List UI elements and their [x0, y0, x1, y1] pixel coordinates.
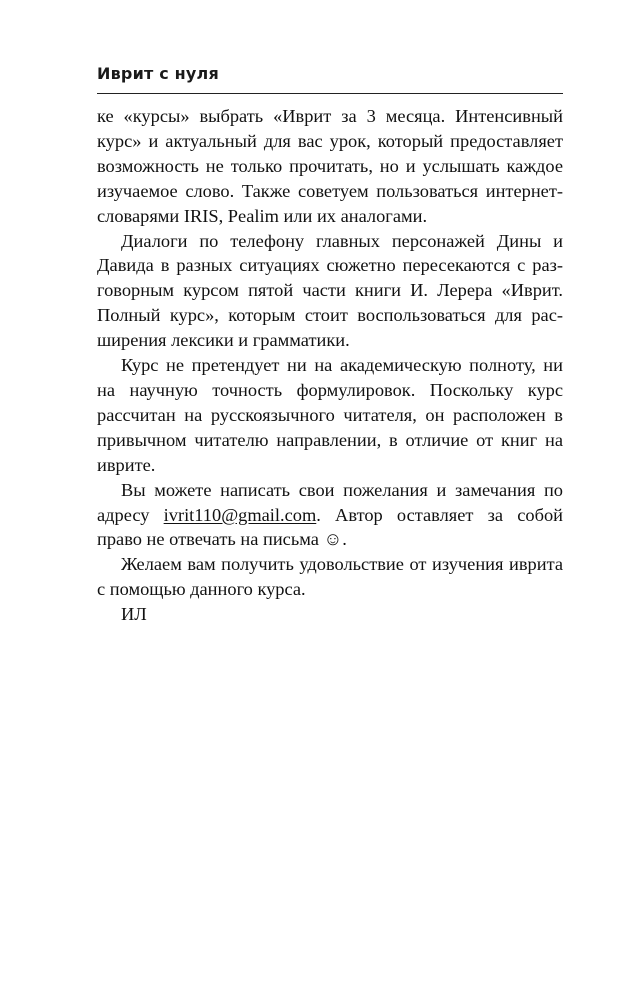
paragraph-wishes: Желаем вам получить удовольствие от изучения иврита с помощью данного курса.: [97, 554, 563, 600]
paragraph-course-resources: ке «курсы» выбрать «Иврит за 3 месяца. Интенсивный курс» и актуальный для вас урок, который предоставляет возможность не только прочитать, но и услышать каждое изучаемое слово. Также советуем пользоваться интернет-словарями IRIS, Pealim или их аналогами.: [97, 106, 563, 226]
paragraph-signature: ИЛ: [121, 604, 147, 625]
contact-text-before: Вы можете написать свои пожелания и замечания по адресу: [97, 479, 563, 525]
paragraph-disclaimer: Курс не претендует ни на академическую полноту, ни на научную точность формулировок. Поскольку курс рассчитан на русскоязычного читателя, он расположен в привычном читателю направлении, в отличие от книг на иврите.: [97, 355, 563, 475]
paragraph-contact: [97, 478, 563, 553]
running-head-title: Иврит с нуля: [97, 64, 219, 83]
body-text: [97, 104, 563, 627]
contact-text-after: . Автор оставляет за собой право не отвечать на письма ☺.: [97, 504, 563, 550]
email-link[interactable]: ivrit110@gmail.com: [163, 504, 317, 525]
paragraph-dialogues: Диалоги по телефону главных персонажей Дины и Давида в разных ситуациях сюжетно пересекаются с разговорным курсом пятой части книги И. Лерера «Иврит. Полный курс», которым стоит воспользоваться для расширения лексики и грамматики.: [97, 230, 563, 351]
header-rule: [97, 93, 563, 94]
